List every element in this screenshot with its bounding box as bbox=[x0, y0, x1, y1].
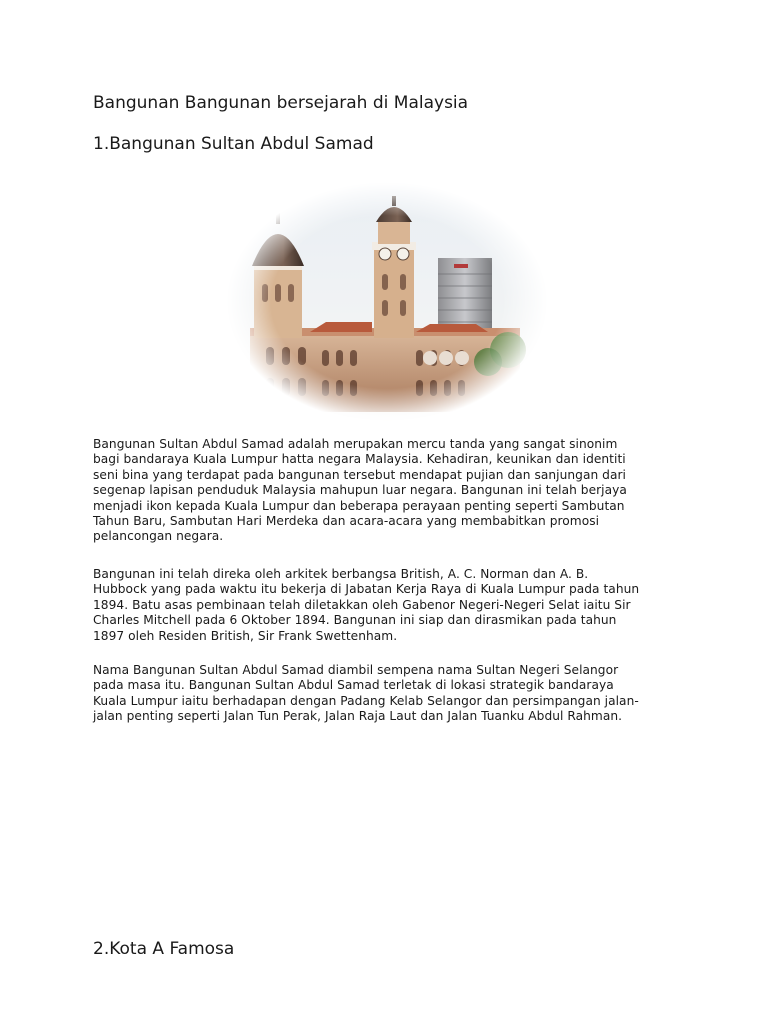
document-title: Bangunan Bangunan bersejarah di Malaysia bbox=[93, 93, 469, 113]
paragraph-name-and-location: Nama Bangunan Sultan Abdul Samad diambil sempena nama Sultan Negeri Selangor pada masa itu. Bangunan Sultan Abdul Samad terletak di lokasi strategik bandaraya Kuala Lumpur iaitu berhadapan dengan Padang Kelab Selangor dan persimpangan jalan- jalan penting seperti Jalan Tun Perak, Jalan Raja Laut dan Jalan Tuanku Abdul Rahman. bbox=[93, 663, 639, 724]
section-heading-sultan-abdul-samad: 1.Bangunan Sultan Abdul Samad bbox=[93, 134, 374, 154]
paragraph-architects-history: Bangunan ini telah direka oleh arkitek berbangsa British, A. C. Norman dan A. B. Hubbock yang pada waktu itu bekerja di Jabatan Kerja Raya di Kuala Lumpur pada tahun 1894. Batu asas pembinaan telah diletakkan oleh Gabenor Negeri-Negeri Selat iaitu Sir Charles Mitchell pada 6 Oktober 1894. Bangunan ini siap dan dirasmikan pada tahun 1897 oleh Residen British, Sir Frank Swettenham. bbox=[93, 567, 640, 643]
sultan-abdul-samad-building-photo bbox=[226, 182, 548, 422]
paragraph-landmark-description: Bangunan Sultan Abdul Samad adalah merupakan mercu tanda yang sangat sinonim bagi bandaraya Kuala Lumpur hatta negara Malaysia. Kehadiran, keunikan dan identiti seni bina yang terdapat pada bangunan tersebut mendapat pujian dan sanjungan dari segenap lapisan penduduk Malaysia mahupun luar negara. Bangunan ini telah berjaya menjadi ikon kepada Kuala Lumpur dan beberapa perayaan penting seperti Sambutan Tahun Baru, Sambutan Hari Merdeka dan acara-acara yang membabitkan promosi pelancongan negara. bbox=[93, 437, 627, 544]
section-heading-kota-a-famosa: 2.Kota A Famosa bbox=[93, 939, 235, 959]
